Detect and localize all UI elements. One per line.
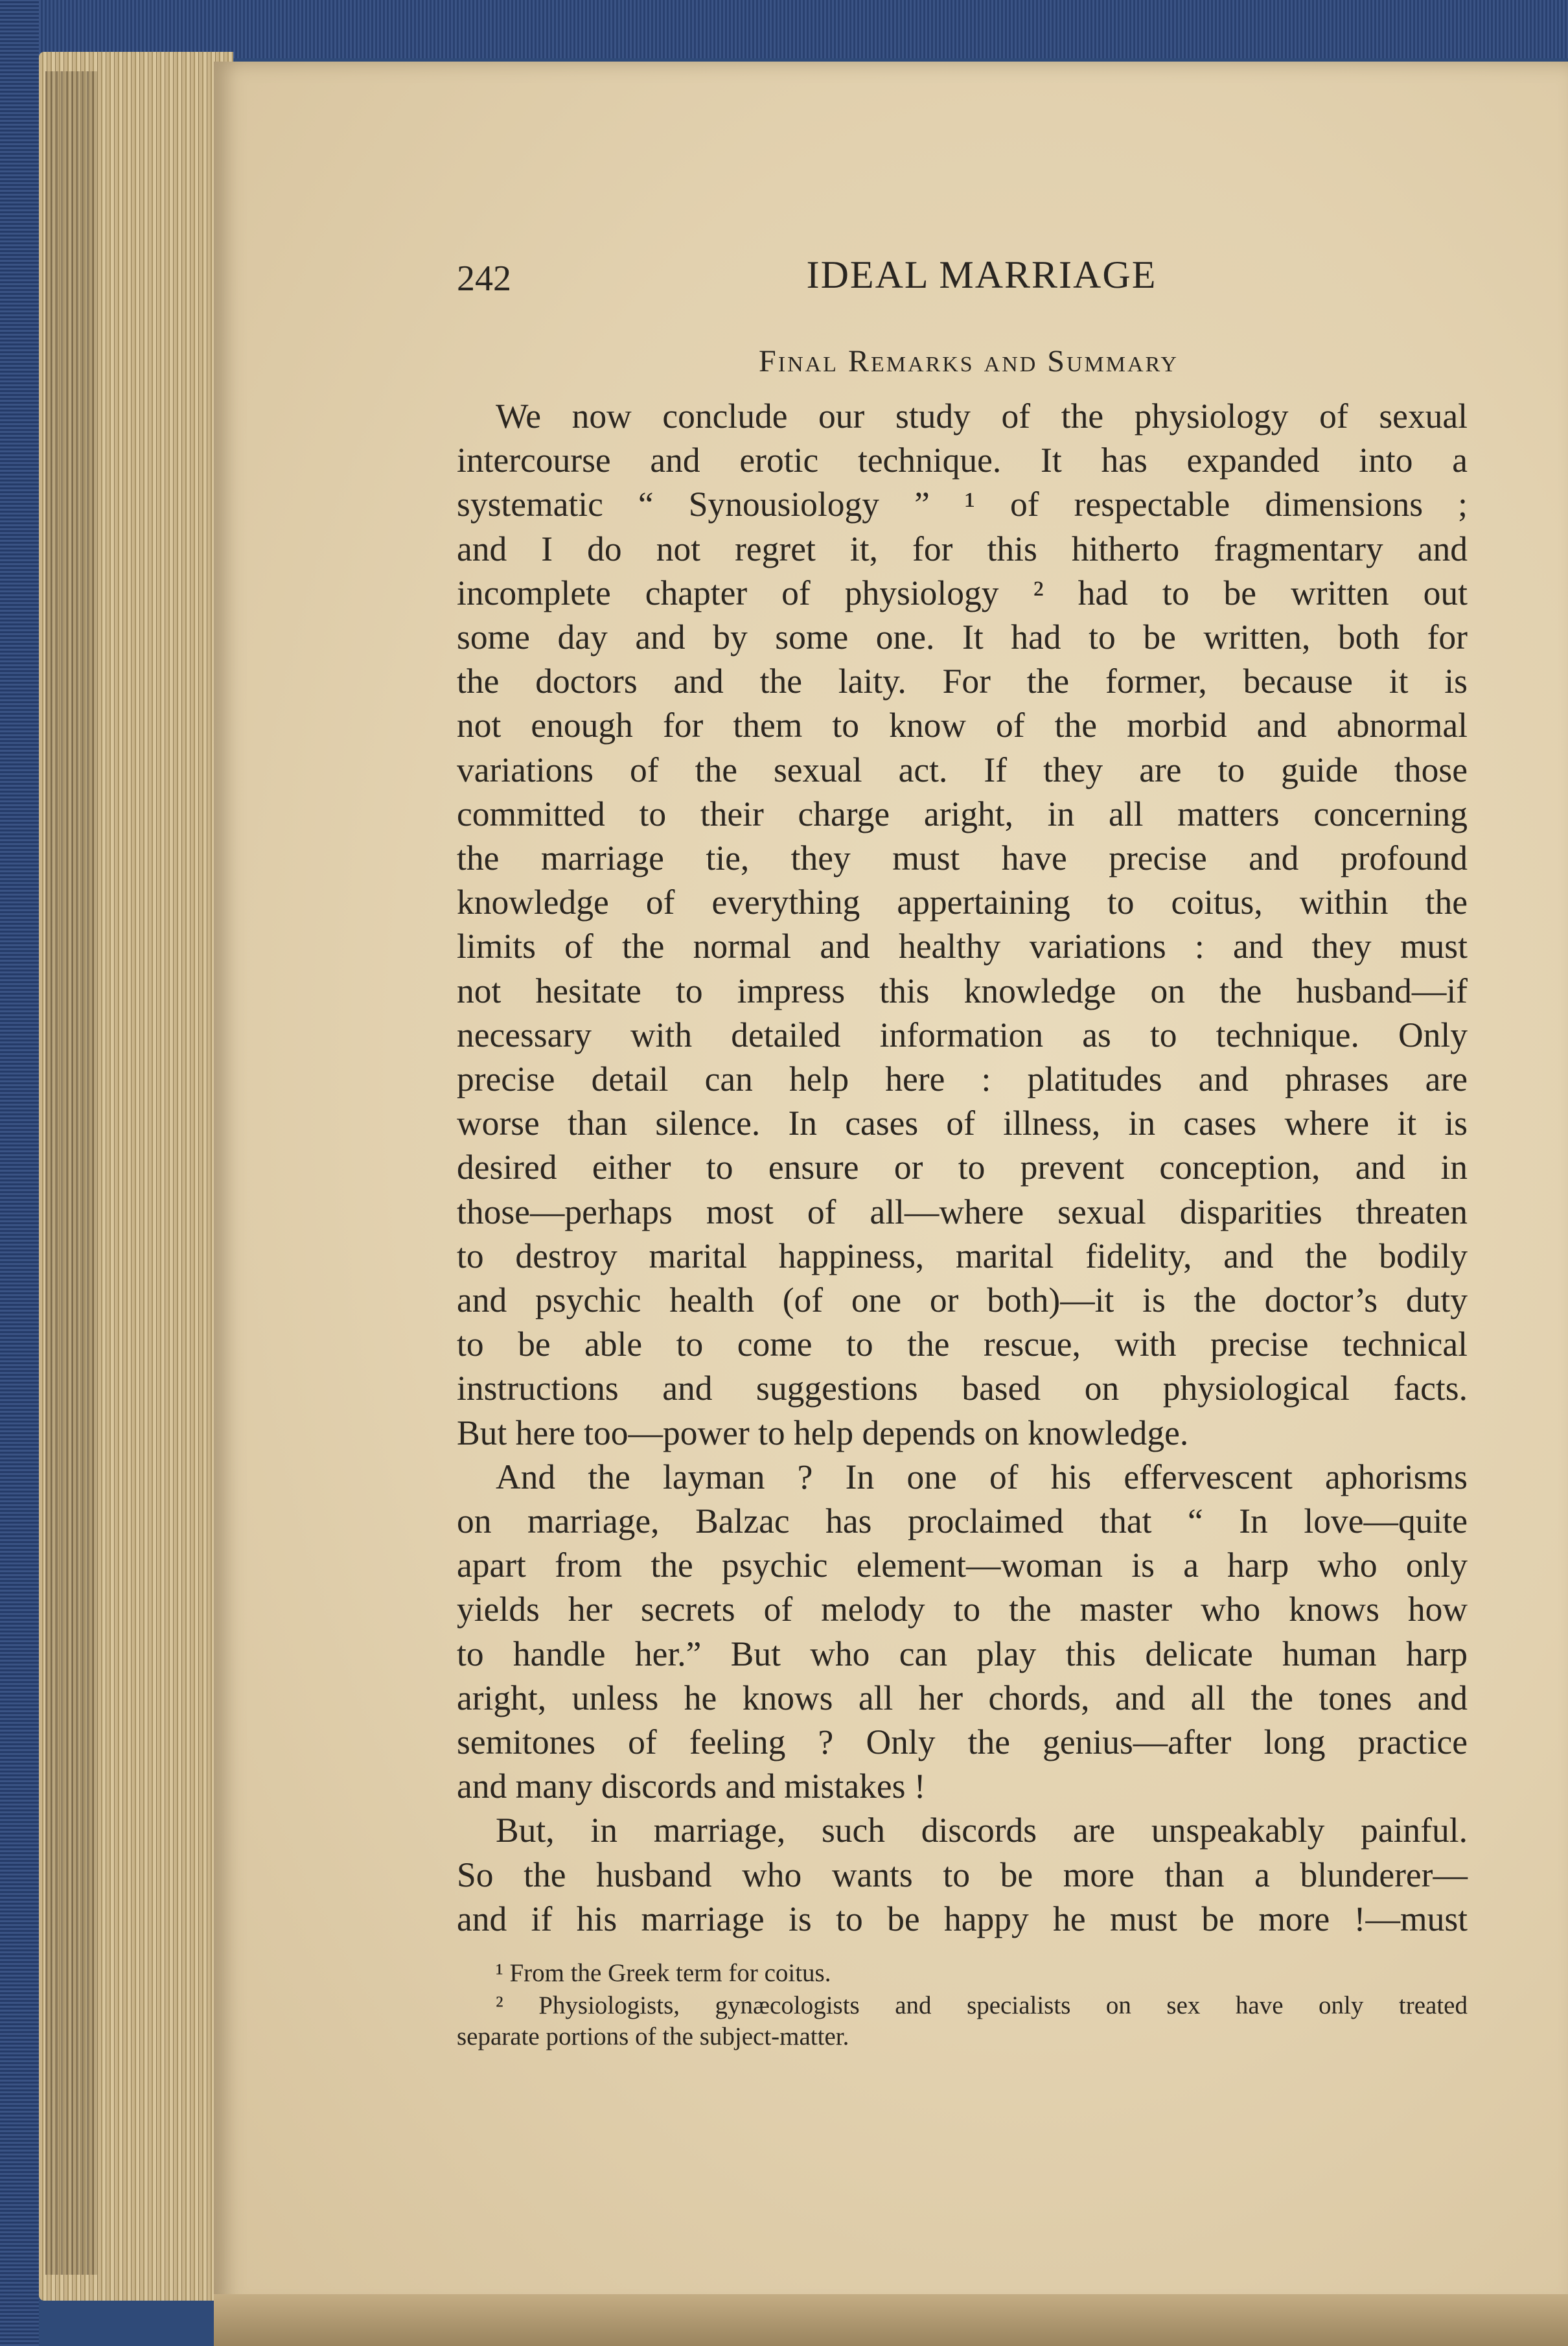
body-line: But here too—power to help depends on knowledge.	[457, 1413, 1189, 1452]
body-line: and psychic health (of one or both)—it is the doctor’s duty	[457, 1281, 1468, 1319]
page-number: 242	[457, 259, 511, 299]
running-title: IDEAL MARRIAGE	[806, 253, 1157, 296]
body-line: intercourse and erotic technique. It has expanded into a	[457, 441, 1468, 480]
body-line: on marriage, Balzac has proclaimed that “ In love—quite	[457, 1502, 1468, 1540]
body-line: to be able to come to the rescue, with precise technical	[457, 1325, 1468, 1364]
body-line: And the layman ? In one of his effervescent aphorisms	[496, 1457, 1468, 1496]
body-line: not enough for them to know of the morbid and abnormal	[457, 706, 1468, 745]
body-line: instructions and suggestions based on physiological facts.	[457, 1369, 1468, 1408]
running-head	[457, 253, 1481, 305]
page-edges-shadow	[45, 71, 97, 2275]
body-line: apart from the psychic element—woman is a harp who only	[457, 1546, 1468, 1585]
body-line: committed to their charge aright, in all matters concerning	[457, 794, 1468, 833]
body-line: semitones of feeling ? Only the genius—after long practice	[457, 1723, 1468, 1761]
body-line: So the husband who wants to be more than a blunderer—	[457, 1855, 1468, 1894]
body-line: to handle her.” But who can play this delicate human harp	[457, 1634, 1468, 1673]
body-line: desired either to ensure or to prevent conception, and in	[457, 1148, 1468, 1187]
book-cover-spine	[0, 0, 39, 2346]
body-line: the marriage tie, they must have precise and profound	[457, 839, 1468, 877]
body-line: knowledge of everything appertaining to coitus, within the	[457, 883, 1468, 922]
body-line: necessary with detailed information as to technique. Only	[457, 1015, 1468, 1054]
body-line: precise detail can help here : platitudes and phrases are	[457, 1060, 1468, 1098]
body-line: those—perhaps most of all—where sexual disparities threaten	[457, 1192, 1468, 1231]
body-line: But, in marriage, such discords are unspeakably painful.	[496, 1811, 1468, 1850]
body-line: and many discords and mistakes !	[457, 1767, 926, 1806]
body-line: We now conclude our study of the physiology of sexual	[496, 397, 1468, 436]
body-line: systematic “ Synousiology ” ¹ of respectable dimensions ;	[457, 485, 1468, 524]
body-line: and I do not regret it, for this hitherto fragmentary and	[457, 529, 1468, 568]
body-line: some day and by some one. It had to be written, both for	[457, 618, 1468, 656]
body-line: yields her secrets of melody to the master who knows how	[457, 1590, 1468, 1629]
page-bottom-edge	[214, 2294, 1568, 2346]
body-line: limits of the normal and healthy variations : and they must	[457, 927, 1468, 966]
footnote-line: ¹ From the Greek term for coitus.	[496, 1959, 831, 1987]
body-line: variations of the sexual act. If they are to guide those	[457, 750, 1468, 789]
body-line: to destroy marital happiness, marital fidelity, and the bodily	[457, 1236, 1468, 1275]
body-line: aright, unless he knows all her chords, and all the tones and	[457, 1678, 1468, 1717]
body-line: incomplete chapter of physiology ² had to be written out	[457, 573, 1468, 612]
body-line: not hesitate to impress this knowledge on the husband—if	[457, 971, 1468, 1010]
body-line: the doctors and the laity. For the former, because it is	[457, 662, 1468, 701]
body-line: worse than silence. In cases of illness, in cases where it is	[457, 1104, 1468, 1143]
footnote-line: ² Physiologists, gynæcologists and specialists on sex have only treated	[496, 1992, 1468, 2019]
section-heading: Final Remarks and Summary	[759, 344, 1179, 378]
book-cover-top	[0, 0, 1568, 58]
body-line: and if his marriage is to be happy he must be more !—must	[457, 1899, 1468, 1938]
footnote-line: separate portions of the subject-matter.	[457, 2023, 849, 2050]
